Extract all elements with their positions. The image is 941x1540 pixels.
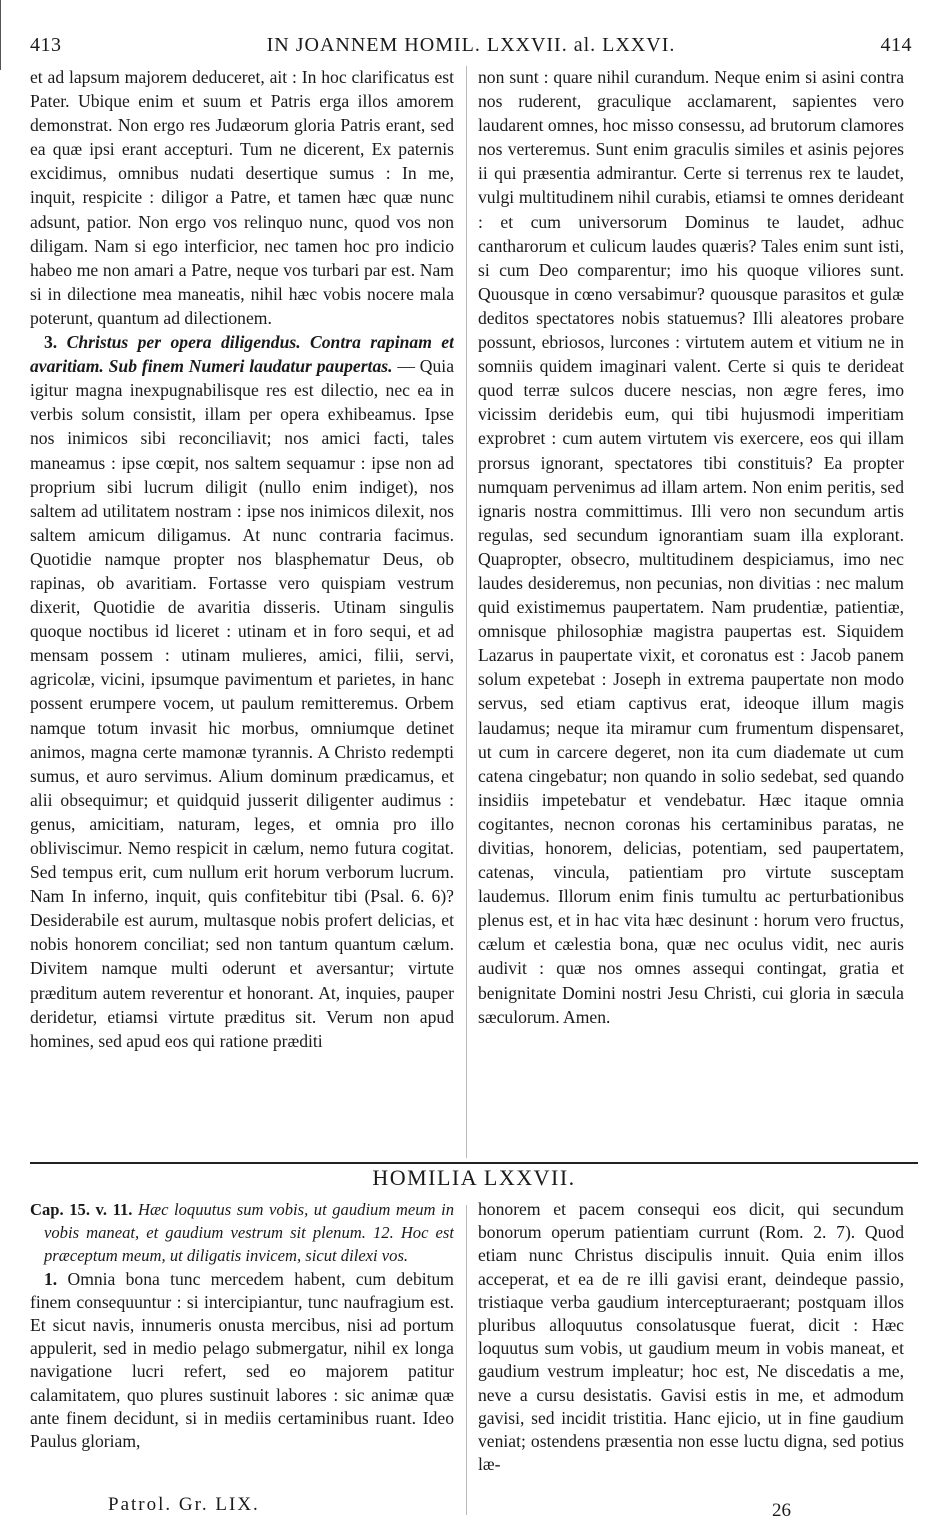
footer-signature: Patrol. Gr. LIX.	[108, 1494, 260, 1515]
bottom-left-column	[30, 1198, 454, 1453]
top-left-column	[30, 65, 454, 1053]
chapter-argument	[30, 1198, 454, 1268]
top-right-column	[478, 65, 904, 1029]
page-number-left: 413	[30, 34, 62, 56]
running-header	[30, 34, 912, 58]
section-number: 1.	[44, 1268, 58, 1289]
column-divider	[466, 66, 467, 1158]
page-number-right: 414	[880, 34, 912, 56]
section-text: — Quia igitur magna inexpugnabilisque res est dilectio, nec ea in verbis solum consistit, illam per opera exhibeamus. Ipse nos inimicos sibi reconciliavit; nos amici facti, tales maneamus : ipse cœpit, nos saltem sequamur : ipse non ad proprium sibi lucrum diligit (nullo enim indiget), nos saltem ad utilitatem nostram : ipse nos inimicos dilexit, nos saltem amicum diligamus. At nunc contraria facimus. Quotidie namque propter nos blasphematur Deus, ob rapinas, ob avaritiam. Fortasse vero quispiam vestrum dixerit, Quotidie de avaritia disseris. Utinam singulis quoque noctibus id liceret : utinam et in foro sequi, et ad mensam possem : utinam mulieres, amici, filii, servi, agricolæ, vicini, ipsumque pavimentum et parietes, in hanc possent erumpere vocem, ut paulum remitteremus. Orbem namque totum invasit hic morbus, omniumque detinet animos, magna certe mamonæ tyrannis. A Christo redempti sumus, et auro servimus. Alium dominum prædicamus, et alii obsequimur; et quidquid jusserit diligenter audimus : genus, amicitiam, naturam, leges, et omnia pro illo obliviscimur. Nemo respicit in cælum, nemo futura cogitat. Sed tempus erit, cum nullum erit horum verborum lucrum. Nam In inferno, inquit, quis confitebitur tibi (Psal. 6. 6)? Desiderabile est aurum, multasque nobis profert delicias, et nobis honorem conciliat; sed non tantum quantum cælum. Divitem namque multi oderunt et aversantur; virtute præditum autem reverentur et honorant. At, inquies, pauper deridetur, etiamsi virtute præditus sit. Verum non apud homines, sed apud eos qui ratione præditi	[30, 356, 454, 1051]
margin-mark	[0, 0, 1, 70]
paragraph-continuation: non sunt : quare nihil curandum. Neque enim si asini contra nos ruderent, graculique acclamarent, sapientes vero laudarent omnes, hoc misso consessu, ad brutorum clamores nos verteremus. Sunt enim graculis similes et asinis pejores ii qui præsentia admirantur. Certe si terrenus rex te laudet, vulgi multitudinem nihil curabis, etiamsi te omnes derideant : et cum universorum Dominus te laudet, adhuc cantharorum et culicum laudes quæris? Tales enim sunt isti, si cum Deo comparentur; imo his quoque viliores sunt. Quousque in cœno versabimur? quousque parasitos et gulæ deditos spectatores nobis statuemus? Illi aleatores probare possunt, ebriosos, lurcones : virtutem autem et vitium ne in somniis quidem imaginari valent. Certe si quis te derideat quod terræ sulcos ducere nescias, non ægre feres, imo vicissim deridebis eum, qui tibi hujusmodi imperitiam exprobret : cum autem virtutem vis exercere, eos qui illam prorsus ignorant, spectatores tibi constituis? Ea propter numquam pervenimus ad illam artem. Non enim peritis, sed ignaris nostra committimus. Illi vero non secundum artis regulas, sed secundum ignorantiam suam illa explorant. Quapropter, obsecro, multitudinem despiciamus, imo nec laudes desideremus, non pecunias, non divitias : nec malum quid existimemus paupertatem. Nam prudentiæ, patientiæ, omnisque philosophiæ magistra paupertas est. Siquidem Lazarus in paupertate vixit, et coronatus est : Jacob panem solum expetebat : Joseph in extrema paupertate non modo servus, sed etiam captivus erat, ideoque illum magis laudamus; neque ita miramur cum frumentum dispensaret, ut cum in carcere degeret, non ita cum diademate ut cum catena cingebatur; non quando in solio sedebat, sed quando insidiis impetebatur et vendebatur. Hæc itaque omnia cogitantes, necnon coronas his certaminibus paratas, ne divitias, honorem, delicias, potentiam, sed paupertatem, catenas, vincula, patientiam pro virtute susceptam laudemus. Illorum enim finis tumultu ac perturbationibus plenus est, et in hac vita hæc desinunt : horum vero fructus, cælum et cælestia bona, quæ nec oculus vidit, nec auris audivit : quæ nos omnes assequi contingat, gratia et benignitate Domini nostri Jesu Christi, cui gloria in sæcula sæculorum. Amen.	[478, 67, 904, 1027]
chapter-reference: Cap. 15. v. 11.	[30, 1200, 133, 1219]
homily-title: HOMILIA LXXVII.	[372, 1165, 576, 1190]
section-number: 3.	[44, 332, 58, 353]
footer-sheet-number: 26	[772, 1500, 791, 1521]
paragraph-continuation: honorem et pacem consequi eos dicit, qui secundum bonorum operum patientiam currunt (Rom. 2. 7). Quod etiam nunc Christus discipulis innuit. Quia enim illos acceperat, et ea de re illi gavisi erant, deindeque passio, tristiaque verba gaudium intercepturaerant; postquam illos pluribus alloquutus consolatusque fuerat, dicit : Hæc loquutus sum vobis, ut gaudium meum in vobis maneat, et gaudium vestrum impleatur; hoc est, Ne discedatis a me, neve a cursu desistatis. Gavisi estis in me, et admodum gavisi, sed incidit tristitia. Hanc ejicio, ut in fine gaudium veniat; ostendens præsentia non esse luctu digna, sed potius læ-	[478, 1199, 904, 1475]
section-1	[30, 1268, 454, 1454]
paragraph-continuation: et ad lapsum majorem deduceret, ait : In hoc clarificatus est Pater. Ubique enim et suum et Patris erga illos amorem demonstrat. Non ergo res Judæorum gloria Patris erant, sed ea quæ ipsi erant accepturi. Tum ne dicerent, Ex paternis excidimus, omnibus nudati desertique sumus : In me, inquit, respicite : diligor a Patre, et tamen hæc quæ nunc adsunt, patior. Non ergo vos relinquo nunc, quod vos non diligam. Nam si ego interficior, nec tamen hoc pro indicio habeo me non amari a Patre, neque vos turbari par est. Nam si in dilectione mea maneatis, nihil hæc vobis nocere mala poterunt, quantum ad dilectionem.	[30, 67, 454, 328]
section-text: Omnia bona tunc mercedem habent, cum debitum finem consequuntur : si intercipiantur, tunc naufragium est. Et sicut navis, innumeris onusta mercibus, nisi ad portum appulerit, sed in medio pelago submergatur, nihil ex longa navigatione lucri refert, sed eo majorem patitur calamitatem, quo plures sustinuit labores : sic animæ quæ ante finem decidunt, si in mediis certaminibus ruant. Ideo Paulus gloriam,	[30, 1268, 454, 1452]
running-title: IN JOANNEM HOMIL. LXXVII. al. LXXVI.	[266, 34, 676, 56]
section-heading: Christus per opera diligendus. Contra rapinam et avaritiam. Sub finem Numeri laudatur paupertas.	[30, 332, 454, 377]
bottom-right-column	[478, 1198, 904, 1476]
argument-text: Hæc loquutus sum vobis, ut gaudium meum in vobis maneat, et gaudium vestrum sit plenum. 12. Hoc est præceptum meum, ut diligatis invicem, sicut dilexi vos.	[44, 1200, 454, 1266]
column-divider	[466, 1205, 467, 1515]
section-3	[30, 330, 454, 1053]
section-rule	[30, 1162, 918, 1164]
